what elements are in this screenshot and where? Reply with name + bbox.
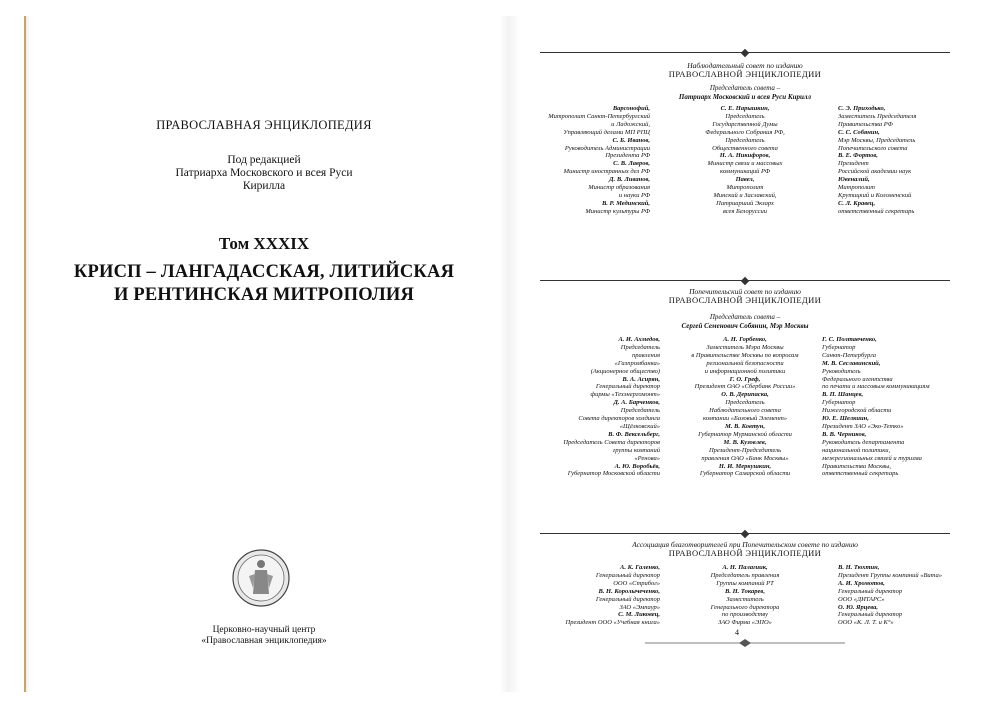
board1-col-left: Варсонофий, Митрополит Санкт-Петербургский и Ладожский, Управляющий делами МП РПЦ С. Б. Иванов, Руководитель Администрации Президента РФ С. В. Лавров, Министр иностранных дел РФ Д. В. Ливанов, Министр образования и науки РФ В. Р. Мединский, Министр культуры РФ bbox=[548, 105, 650, 215]
right-page bbox=[520, 16, 990, 692]
editor-line: Кирилла bbox=[242, 180, 286, 192]
board-brand: ПРАВОСЛАВНОЙ ЭНЦИКЛОПЕДИИ bbox=[668, 69, 822, 79]
board3-col-left: А. К. Галенко, Генеральный директор ООО «Стрибог» В. Н. Королычеченко, Генеральный директор ЗАО «Эмпаур» С. М. Ликовец, Президент ООО «Учебная книга» bbox=[565, 564, 660, 627]
board2-chair bbox=[540, 313, 950, 330]
chair-label: Председатель совета – bbox=[709, 313, 781, 321]
board2-col-mid: А. Н. Горбенко, Заместитель Мэра Москвы в Правительстве Москвы по вопросам региональной безопасности и информационной политики Г. О. Греф, Президент ОАО «Сбербанк России» О. В. Дерипаска, Председатель Наблюдательного совета компании «Базовый Элемент» М. В. Ковтун, Губернатор Мурманской области М. В. Кузовлев, Президент-Председатель правления ОАО «Банк Москвы» Н. И. Меркушкин, Губернатор Самарской области bbox=[691, 336, 799, 478]
board2-col-right: Г. С. Полтавченко, Губернатор Санкт-Петербурга М. В. Сеславинский, Руководитель Федерального агентства по печати и массовым коммуникациям В. П. Шанцев, Губернатор Нижегородской области Ю. Е. Шелкиин, Президент ЗАО «Эко-Тетко» В. В. Черников, Руководитель департамента национальной политики, межрегиональных связей и туризма Правительства Москвы, ответственный секретарь bbox=[822, 336, 930, 478]
publisher-line: «Православная энциклопедия» bbox=[201, 636, 327, 646]
chair-name: Патриарх Московский и всея Руси Кирилл bbox=[678, 92, 812, 101]
chair-name: Сергей Семенович Собянин, Мэр Москвы bbox=[681, 321, 809, 330]
board-heading-text: Попечительский совет по изданию bbox=[689, 287, 801, 296]
board-brand: ПРАВОСЛАВНОЙ ЭНЦИКЛОПЕДИИ bbox=[668, 548, 822, 558]
board-heading-text: Ассоциация благотворителей при Попечительском совете по изданию bbox=[632, 540, 858, 549]
bottom-ornament-icon bbox=[645, 638, 845, 648]
book-spine bbox=[500, 16, 520, 692]
volume-number: Том XXXIX bbox=[218, 234, 310, 253]
title-line: КРИСП – ЛАНГАДАССКАЯ, ЛИТИЙСКАЯ bbox=[73, 262, 455, 282]
page-number: 4 bbox=[735, 628, 739, 637]
board1-col-right: С. Э. Приходько, Заместитель Председателя Правительства РФ С. С. Собянин, Мэр Москвы, Председатель Попечительского совета В. Е. Фортов, Президент Российской академии наук Ювеналий, Митрополит Крутицкий и Коломенский С. Л. Кравец, ответственный секретарь bbox=[838, 105, 917, 215]
ornament-rule bbox=[540, 278, 950, 284]
editor-line: Патриарха Московского и всея Руси bbox=[175, 167, 353, 179]
board-brand: ПРАВОСЛАВНОЙ ЭНЦИКЛОПЕДИИ bbox=[668, 295, 822, 305]
chair-label: Председатель совета – bbox=[709, 84, 781, 92]
publisher-block bbox=[26, 625, 502, 647]
board2-col-left: А. И. Ахмедов, Председатель правления «Газпромбанка» (Акционерное общество) В. А. Асирян, Генеральный директор фирмы «Техэнергомонт» Д. А. Барченков, Председатель Совета директоров холдинга «Щёлковский» В. Ф. Вексельберг, Председатель Совета директоров группы компаний «Ренова» А. Ю. Воробьёв, Губернатор Московской области bbox=[563, 336, 660, 478]
board3-heading bbox=[540, 540, 950, 558]
publisher-line: Церковно-научный центр bbox=[212, 625, 316, 635]
board1-chair bbox=[540, 84, 950, 101]
ornament-rule bbox=[540, 50, 950, 56]
board-heading-text: Наблюдательный совет по изданию bbox=[687, 61, 803, 70]
volume-title bbox=[26, 261, 502, 307]
editor-line: Под редакцией bbox=[227, 154, 301, 166]
board3-col-right: В. Н. Тюхтин, Президент Группы компаний «Вита» А. И. Хромотов, Генеральный директор ООО «ДИТАРС» О. Ю. Ярцева, Генеральный директор ООО «К. Л. Т. и К°» bbox=[838, 564, 942, 627]
ornament-rule bbox=[540, 531, 950, 537]
encyclopedia-title: ПРАВОСЛАВНАЯ ЭНЦИКЛОПЕДИЯ bbox=[156, 118, 372, 132]
board1-heading bbox=[540, 61, 950, 79]
board1-col-mid: С. Е. Нарышкин, Председатель Государственной Думы Федерального Собрания РФ, Председатель Общественного совета Н. А. Никифоров, Министр связи и массовых коммуникаций РФ Павел, Митрополит Минский и Заславский, Патриарший Экзарх всея Белоруссии bbox=[705, 105, 785, 215]
board3-col-mid: А. Н. Палагиик, Председатель правления Группы компаний РТ В. Н. Токарев, Заместитель Генерального директора по производству ЗАО Фирма «ЭПО» bbox=[710, 564, 780, 627]
left-page bbox=[24, 16, 502, 692]
board2-heading bbox=[540, 287, 950, 305]
editor-block bbox=[26, 154, 502, 193]
seal-emblem-icon bbox=[231, 548, 291, 608]
title-line: И РЕНТИНСКАЯ МИТРОПОЛИЯ bbox=[113, 285, 415, 305]
